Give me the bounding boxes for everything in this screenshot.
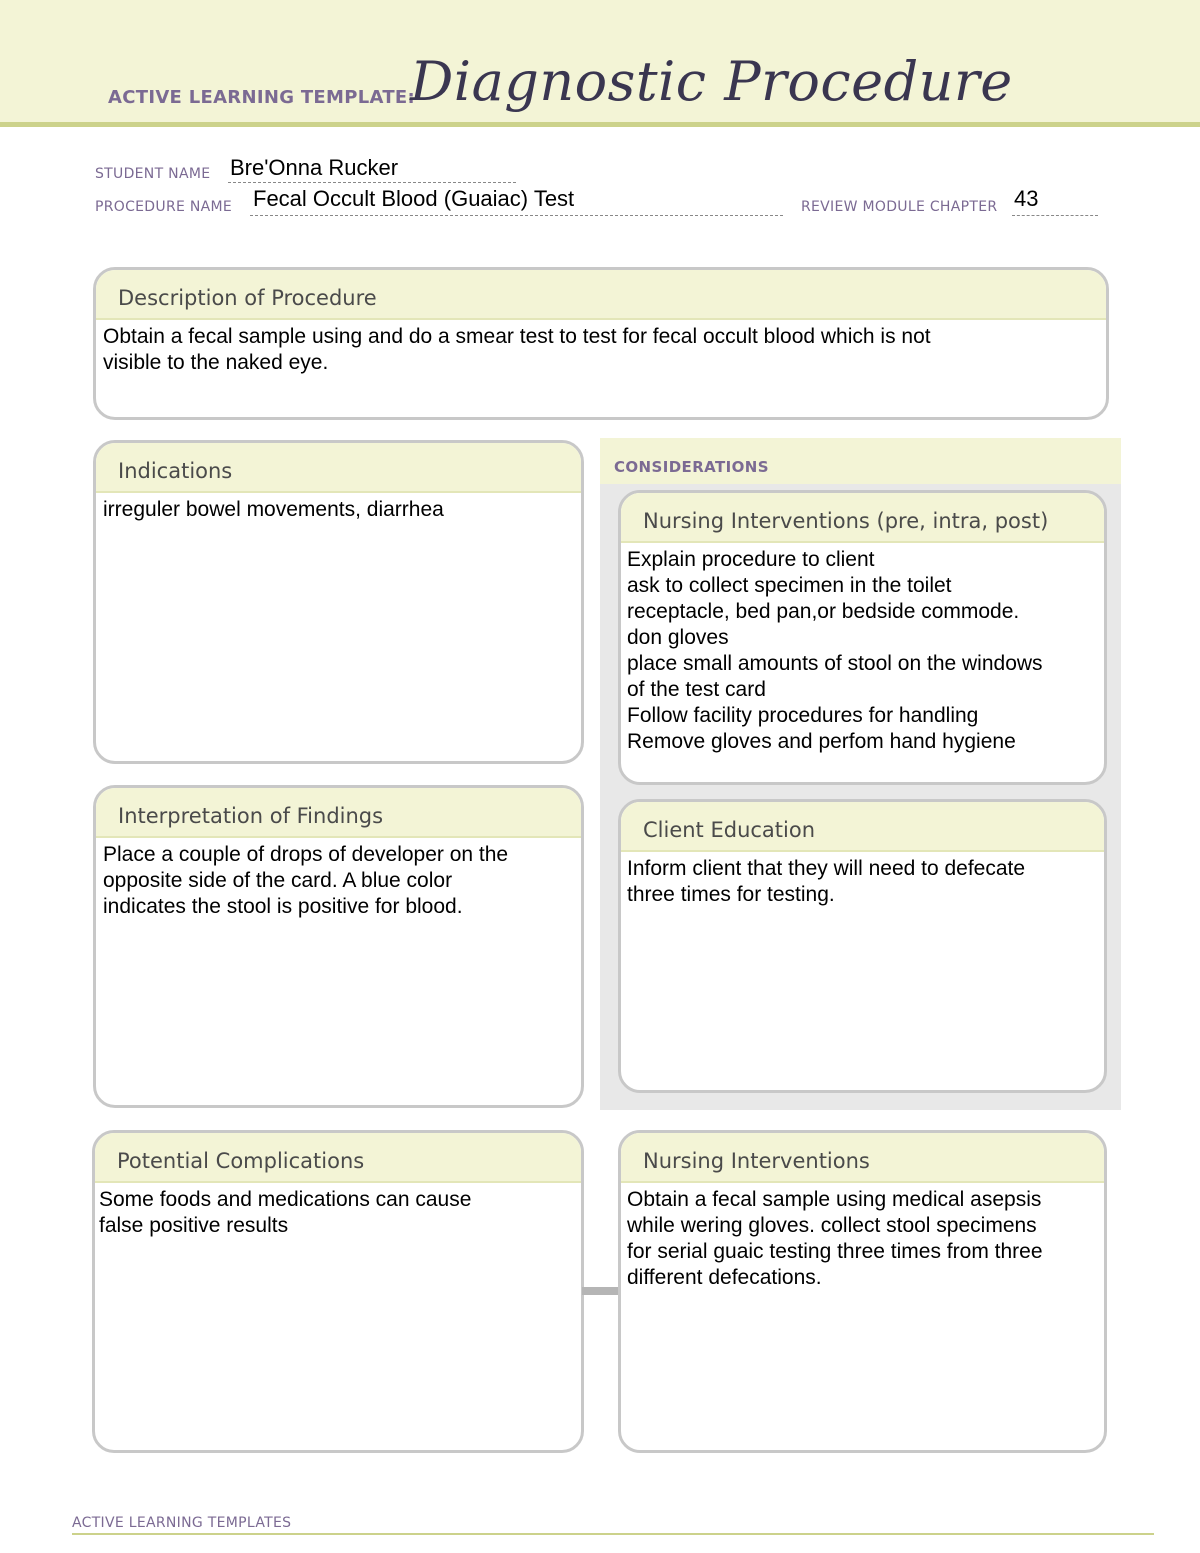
procedure-name-field[interactable]: Fecal Occult Blood (Guaiac) Test bbox=[253, 186, 575, 211]
indications-text[interactable]: irreguler bowel movements, diarrhea bbox=[103, 498, 444, 521]
interpretation-text[interactable]: Place a couple of drops of developer on the opposite side of the card. A blue color indicates the stool is positive for blood. bbox=[103, 843, 509, 918]
description-title: Description of Procedure bbox=[96, 270, 1106, 320]
description-text[interactable]: Obtain a fecal sample using and do a smear test to test for fecal occult blood which is not visible to the naked eye. bbox=[103, 325, 931, 374]
complication-interventions-box bbox=[618, 1130, 1107, 1453]
box-connector bbox=[582, 1287, 622, 1295]
indications-box bbox=[93, 440, 584, 764]
complications-box bbox=[92, 1130, 584, 1453]
procedure-name-label: PROCEDURE NAME bbox=[95, 199, 233, 215]
client-education-text[interactable]: Inform client that they will need to defecate three times for testing. bbox=[627, 857, 1026, 906]
complications-text[interactable]: Some foods and medications can cause false positive results bbox=[99, 1188, 472, 1237]
interpretation-box bbox=[93, 785, 584, 1108]
student-name-label: STUDENT NAME bbox=[95, 166, 211, 182]
nursing-interventions-box bbox=[618, 490, 1107, 785]
review-module-label: REVIEW MODULE CHAPTER bbox=[801, 199, 998, 215]
client-education-title: Client Education bbox=[621, 802, 1104, 852]
student-name-underline bbox=[228, 182, 516, 183]
page-title: Diagnostic Procedure bbox=[410, 50, 1013, 113]
review-module-underline bbox=[1012, 215, 1098, 216]
nursing-interventions-text[interactable]: Explain procedure to client ask to collect specimen in the toilet receptacle, bed pan,or bedside commode. don gloves place small amounts of stool on the windows of the test card Follow facility procedures for handling Remove gloves and perfom hand hygiene bbox=[627, 548, 1043, 753]
review-module-chapter-field[interactable]: 43 bbox=[1014, 186, 1039, 211]
interpretation-title: Interpretation of Findings bbox=[96, 788, 581, 838]
template-label: ACTIVE LEARNING TEMPLATE: bbox=[108, 87, 415, 108]
nursing-interventions-title: Nursing Interventions (pre, intra, post) bbox=[621, 493, 1104, 543]
complication-interventions-text[interactable]: Obtain a fecal sample using medical asepsis while wering gloves. collect stool specimens for serial guaic testing three times from three different defecations. bbox=[627, 1188, 1043, 1289]
procedure-name-underline bbox=[250, 215, 783, 216]
footer-label: ACTIVE LEARNING TEMPLATES bbox=[72, 1515, 292, 1531]
client-education-box bbox=[618, 799, 1107, 1093]
considerations-label: CONSIDERATIONS bbox=[614, 458, 769, 476]
complication-interventions-title: Nursing Interventions bbox=[621, 1133, 1104, 1183]
footer-divider bbox=[72, 1533, 1154, 1535]
description-box bbox=[93, 267, 1109, 420]
student-name-field[interactable]: Bre'Onna Rucker bbox=[230, 155, 399, 180]
header-divider bbox=[0, 122, 1200, 127]
indications-title: Indications bbox=[96, 443, 581, 493]
complications-title: Potential Complications bbox=[95, 1133, 581, 1183]
